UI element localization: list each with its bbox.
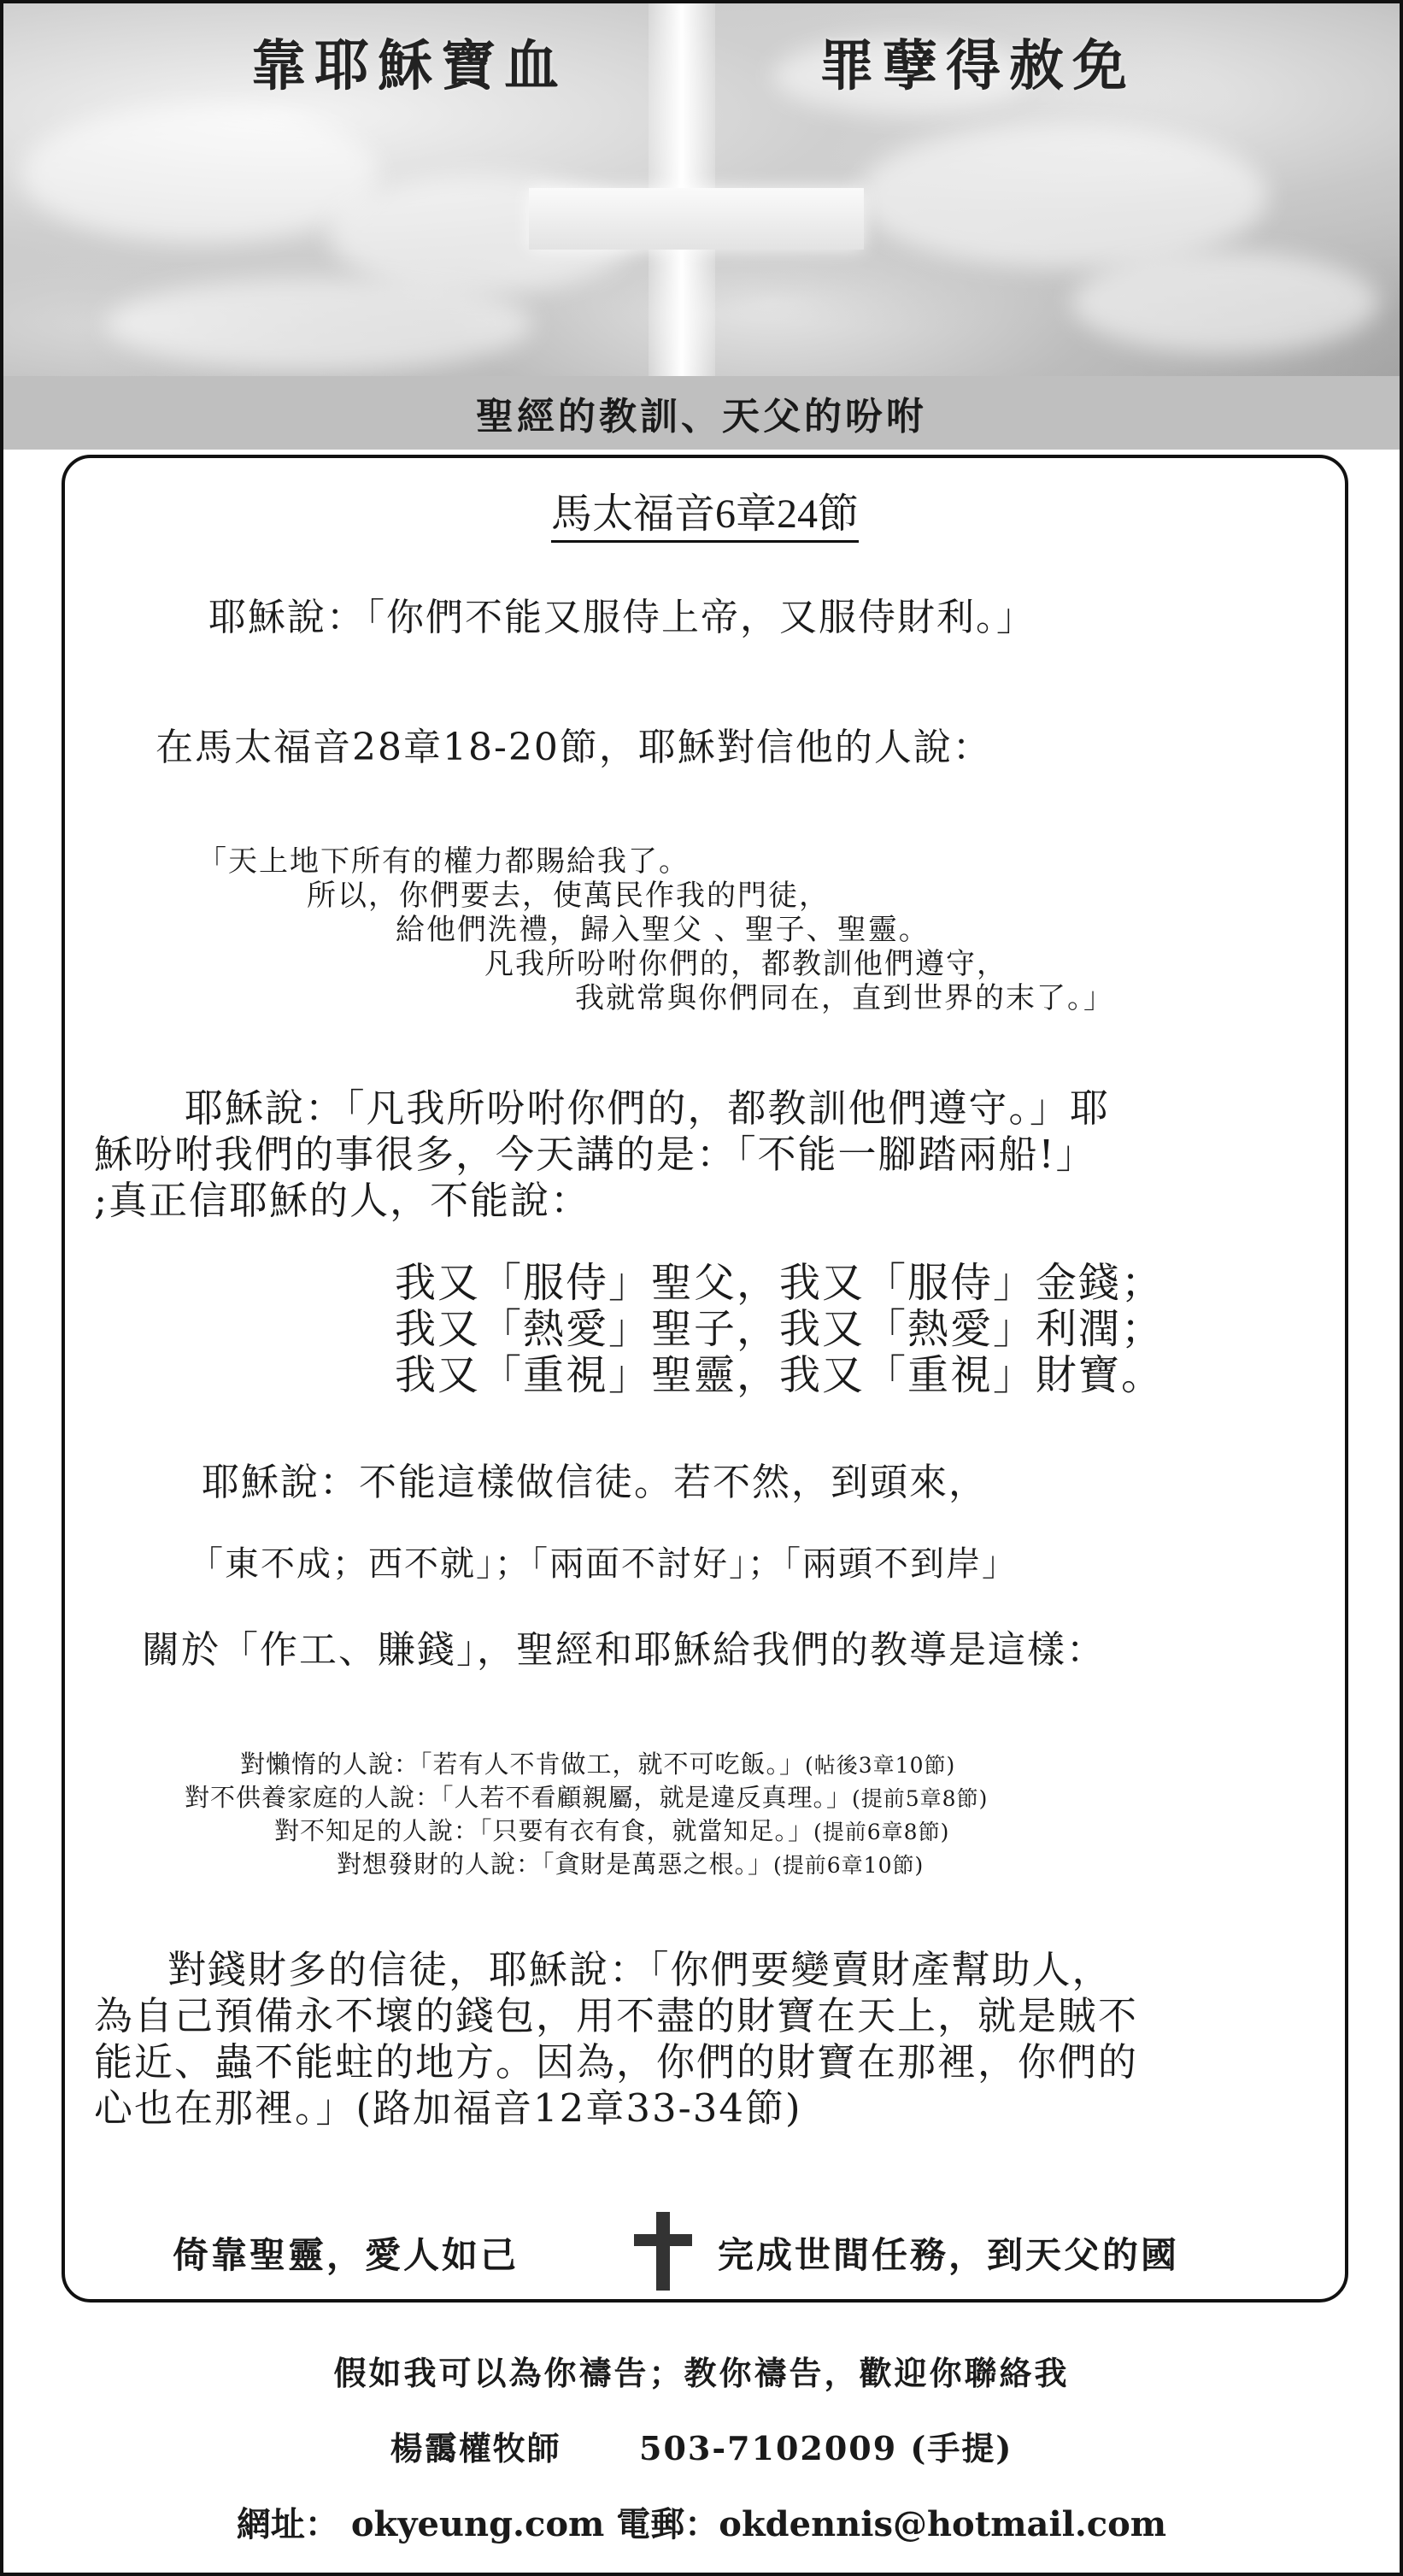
cannot-say-line: 我又「服侍」聖父，我又「服侍」金錢； bbox=[395, 1259, 1165, 1307]
line-6: 關於「作工、賺錢」，聖經和耶穌給我們的教導是這樣： bbox=[142, 1628, 1106, 1672]
pastor-contact bbox=[3, 2422, 1400, 2469]
paragraph-3-line: ;真正信耶穌的人，不能說： bbox=[94, 1178, 591, 1223]
scripture-reference: 馬太福音6章24節 bbox=[65, 480, 1345, 539]
paragraph-3-line: 耶穌說：「凡我所吩咐你們的，都教訓他們遵守。」耶 bbox=[185, 1085, 1111, 1131]
cross-arm bbox=[529, 188, 864, 250]
email-link[interactable]: okdennis@hotmail.com bbox=[719, 2504, 1167, 2544]
paragraph-7-line: 為自己預備永不壞的錢包，用不盡的財寶在天上，就是賊不 bbox=[94, 1993, 1139, 2038]
line-4: 耶穌說：不能這樣做信徒。若不然，到頭來， bbox=[202, 1461, 988, 1504]
website-link[interactable]: okyeung.com bbox=[350, 2504, 605, 2544]
content-box bbox=[62, 455, 1348, 2303]
commission-line: 給他們洗禮，歸入聖父 、聖子、聖靈。 bbox=[396, 913, 930, 947]
sky-cross-header bbox=[3, 3, 1400, 376]
intro-2: 在馬太福音28章18-20節，耶穌對信他的人說： bbox=[156, 726, 992, 769]
quote-1: 耶穌說：「你們不能又服侍上帝，又服侍財利。」 bbox=[208, 596, 1036, 639]
header-title-left: 靠耶穌寶血 bbox=[251, 34, 567, 98]
teaching-line: 對想發財的人說：「貪財是萬惡之根。」(提前6章10節) bbox=[337, 1850, 925, 1879]
web-email: 網址： okyeung.com 電郵：okdennis@hotmail.com bbox=[236, 2504, 1167, 2544]
teaching-line: 對不知足的人說：「只要有衣有食，就當知足。」(提前6章8節) bbox=[274, 1816, 950, 1845]
motto-right: 完成世間任務，到天父的國 bbox=[718, 2234, 1180, 2276]
paragraph-7-line: 能近、蟲不能蛀的地方。因為，你們的財寶在那裡，你們的 bbox=[94, 2039, 1139, 2085]
phone-number: 503-7102009 (手提) bbox=[639, 2429, 1013, 2467]
teaching-line: 對懶惰的人說：「若有人不肯做工，就不可吃飯。」(帖後3章10節) bbox=[240, 1750, 956, 1779]
commission-line: 我就常與你們同在，直到世界的末了。」 bbox=[575, 981, 1114, 1015]
paragraph-3-line: 穌吩咐我們的事很多，今天講的是：「不能一腳踏兩船!」 bbox=[94, 1132, 1096, 1177]
banner: 聖經的教訓、天父的吩咐 bbox=[3, 376, 1400, 450]
commission-line: 所以，你們要去，使萬民作我的門徒， bbox=[307, 879, 830, 913]
cannot-say-line: 我又「熱愛」聖子，我又「熱愛」利潤； bbox=[395, 1305, 1165, 1353]
line-5: 「東不成；西不就」；「兩面不討好」；「兩頭不到岸」 bbox=[189, 1544, 1018, 1584]
commission-line: 凡我所吩咐你們的，都教訓他們遵守， bbox=[484, 947, 1007, 981]
header-title-right: 罪孽得赦免 bbox=[819, 34, 1136, 98]
motto-left: 倚靠聖靈，愛人如己 bbox=[173, 2234, 520, 2276]
contact-invite: 假如我可以為你禱告；教你禱告，歡迎你聯絡我 bbox=[333, 2354, 1070, 2392]
cannot-say-line: 我又「重視」聖靈，我又「重視」財寶。 bbox=[395, 1351, 1165, 1399]
cross-icon bbox=[631, 2212, 696, 2291]
paragraph-7-line: 心也在那裡。」(路加福音12章33-34節) bbox=[94, 2085, 802, 2131]
paragraph-7-line: 對錢財多的信徒，耶穌說：「你們要變賣財產幫助人， bbox=[167, 1947, 1112, 1992]
commission-line: 「天上地下所有的權力都賜給我了。 bbox=[197, 844, 690, 879]
teaching-line: 對不供養家庭的人說：「人若不看顧親屬，就是違反真理。」(提前5章8節) bbox=[185, 1783, 989, 1812]
pastor-name: 楊靄權牧師 bbox=[390, 2429, 561, 2467]
